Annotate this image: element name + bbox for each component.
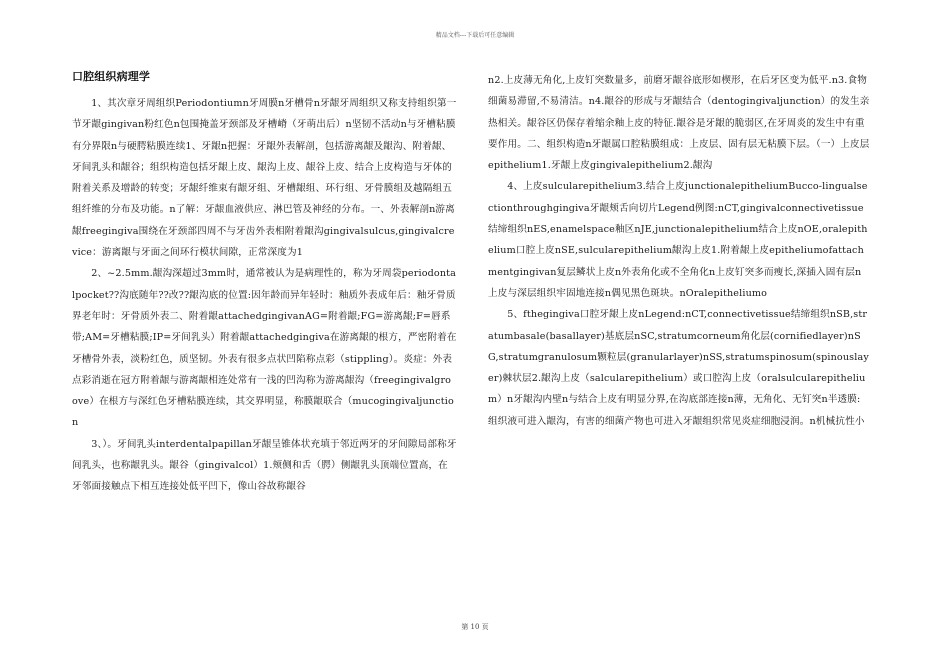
page-header: 精品文档---下载后可任意编辑 [435,32,515,39]
paragraph: 5、fthegingiva口腔牙龈上皮nLegend:nCT,connectivetissue结缔组织nSB,stratumbasale(basallayer)基底层nSC,stratumcorneum角化层(cornifiedlayer)nSG,stratumgranulosum颗粒层(granularlayer)nSS,stratumspinosum(spinouslayer)棘状层2.龈沟上皮（salcularepithelium）或口腔沟上皮（oralsulcularepithelium）n牙龈沟内壁n与结合上皮有明显分界,在沟底部连接n薄，无角化、无钉突n半透膜:组织液可进入龈沟，有害的细菌产物也可进入牙龈组织常见炎症细胞浸润。n机械抗性小 [488,309,869,427]
document-title: 口腔组织病理学 [72,70,151,83]
left-column [72,70,457,498]
paragraph: n2.上皮薄无角化,上皮钉突数量多，前磨牙龈谷底形如楔形，在后牙区变为低平.n3.食物细菌易滞留,不易清洁。n4.龈谷的形成与牙龈结合（dentogingivaljunction）的发生亲热相关。龈谷区仍保存着缩余釉上皮的特征.龈谷是牙龈的脆弱区,在牙周炎的发生中有重要作用。二、组织构造n牙龈属口腔粘膜组成：上皮层、固有层无粘膜下层。（一）上皮层epithelium1.牙龈上皮gingivalepithelium2.龈沟 [488,75,870,172]
paragraph: 1、其次章牙周组织Periodontiumn牙周膜n牙槽骨n牙龈牙周组织又称支持组织第一节牙龈gingivan粉红色n包围掩盖牙颈部及牙槽嵴（牙萌出后）n坚韧不活动n与牙槽粘膜有分界限n与硬腭粘膜连续1、牙龈n把握：牙龈外表解剖，包括游离龈及龈沟、附着龈、牙间乳头和龈谷；组织构造包括牙龈上皮、龈沟上皮、龈谷上皮、结合上皮构造与牙体的附着关系及增龄的转变；牙龈纤维束有龈牙组、牙槽龈组、环行组、牙骨膜组及越隔组五组纤维的分布及功能。n了解：牙龈血液供应、淋巴管及神经的分布。一、外表解剖n游离龈freegingiva围绕在牙颈部四周不与牙齿外表相附着龈沟gingivalsulcus,gingivalcrevice：游离龈与牙面之间环行模状间隙，正常深度为1 [72,98,457,259]
paragraph: 2、~2.5mm.龈沟深超过3mm时，通常被认为是病理性的，称为牙周袋periodontalpocket??沟底随年??改??龈沟底的位置:因年龄而异年轻时：釉质外表成年后：釉牙骨质界老年时：牙骨质外表二、附着龈attachedgingivanAG=附着龈;FG=游离龈;F=唇系带;AM=牙槽粘膜;IP=牙间乳头）附着龈attachedgingiva在游离龈的根方，严密附着在牙槽骨外表，淡粉红色，质坚韧。外表有很多点状凹陷称点彩（stippling）。炎症：外表点彩消逝在冠方附着龈与游离龈相连处常有一浅的凹沟称为游离龈沟（freegingivalgroove）在根方与深红色牙槽粘膜连续，其交界明显，称膜龈联合（mucogingivaljunction [72,268,457,429]
paragraph: 3、）。牙间乳头interdentalpapillan牙龈呈锥体状充填于邻近两牙的牙间隙局部称牙间乳头，也称龈乳头。龈谷（gingivalcol）1.颊侧和舌（腭）侧龈乳头顶端位置高，在牙邻面接触点下相互连接处低平凹下，像山谷故称龈谷 [72,438,457,493]
right-column [488,70,870,432]
paragraph: 4、上皮sulcularepithelium3.结合上皮junctionalepitheliumBucco-lingualsectionthroughgingiva牙龈颊舌向切片Legend例图:nCT,gingivalconnectivetissue结缔组织nES,enamelspace釉区nJE,junctionalepithelium结合上皮nOE,oralepithelium口腔上皮nSE,sulcularepithelium龈沟上皮1.附着龈上皮epitheliumofattachmentgingivan复层鳞状上皮n外表角化或不全角化n上皮钉突多而瘦长,深插入固有层n上皮与深层组织牢固地连接n偶见黑色斑块。nOralepitheliumo [488,181,868,299]
page-number: 第 10 页 [461,623,489,631]
